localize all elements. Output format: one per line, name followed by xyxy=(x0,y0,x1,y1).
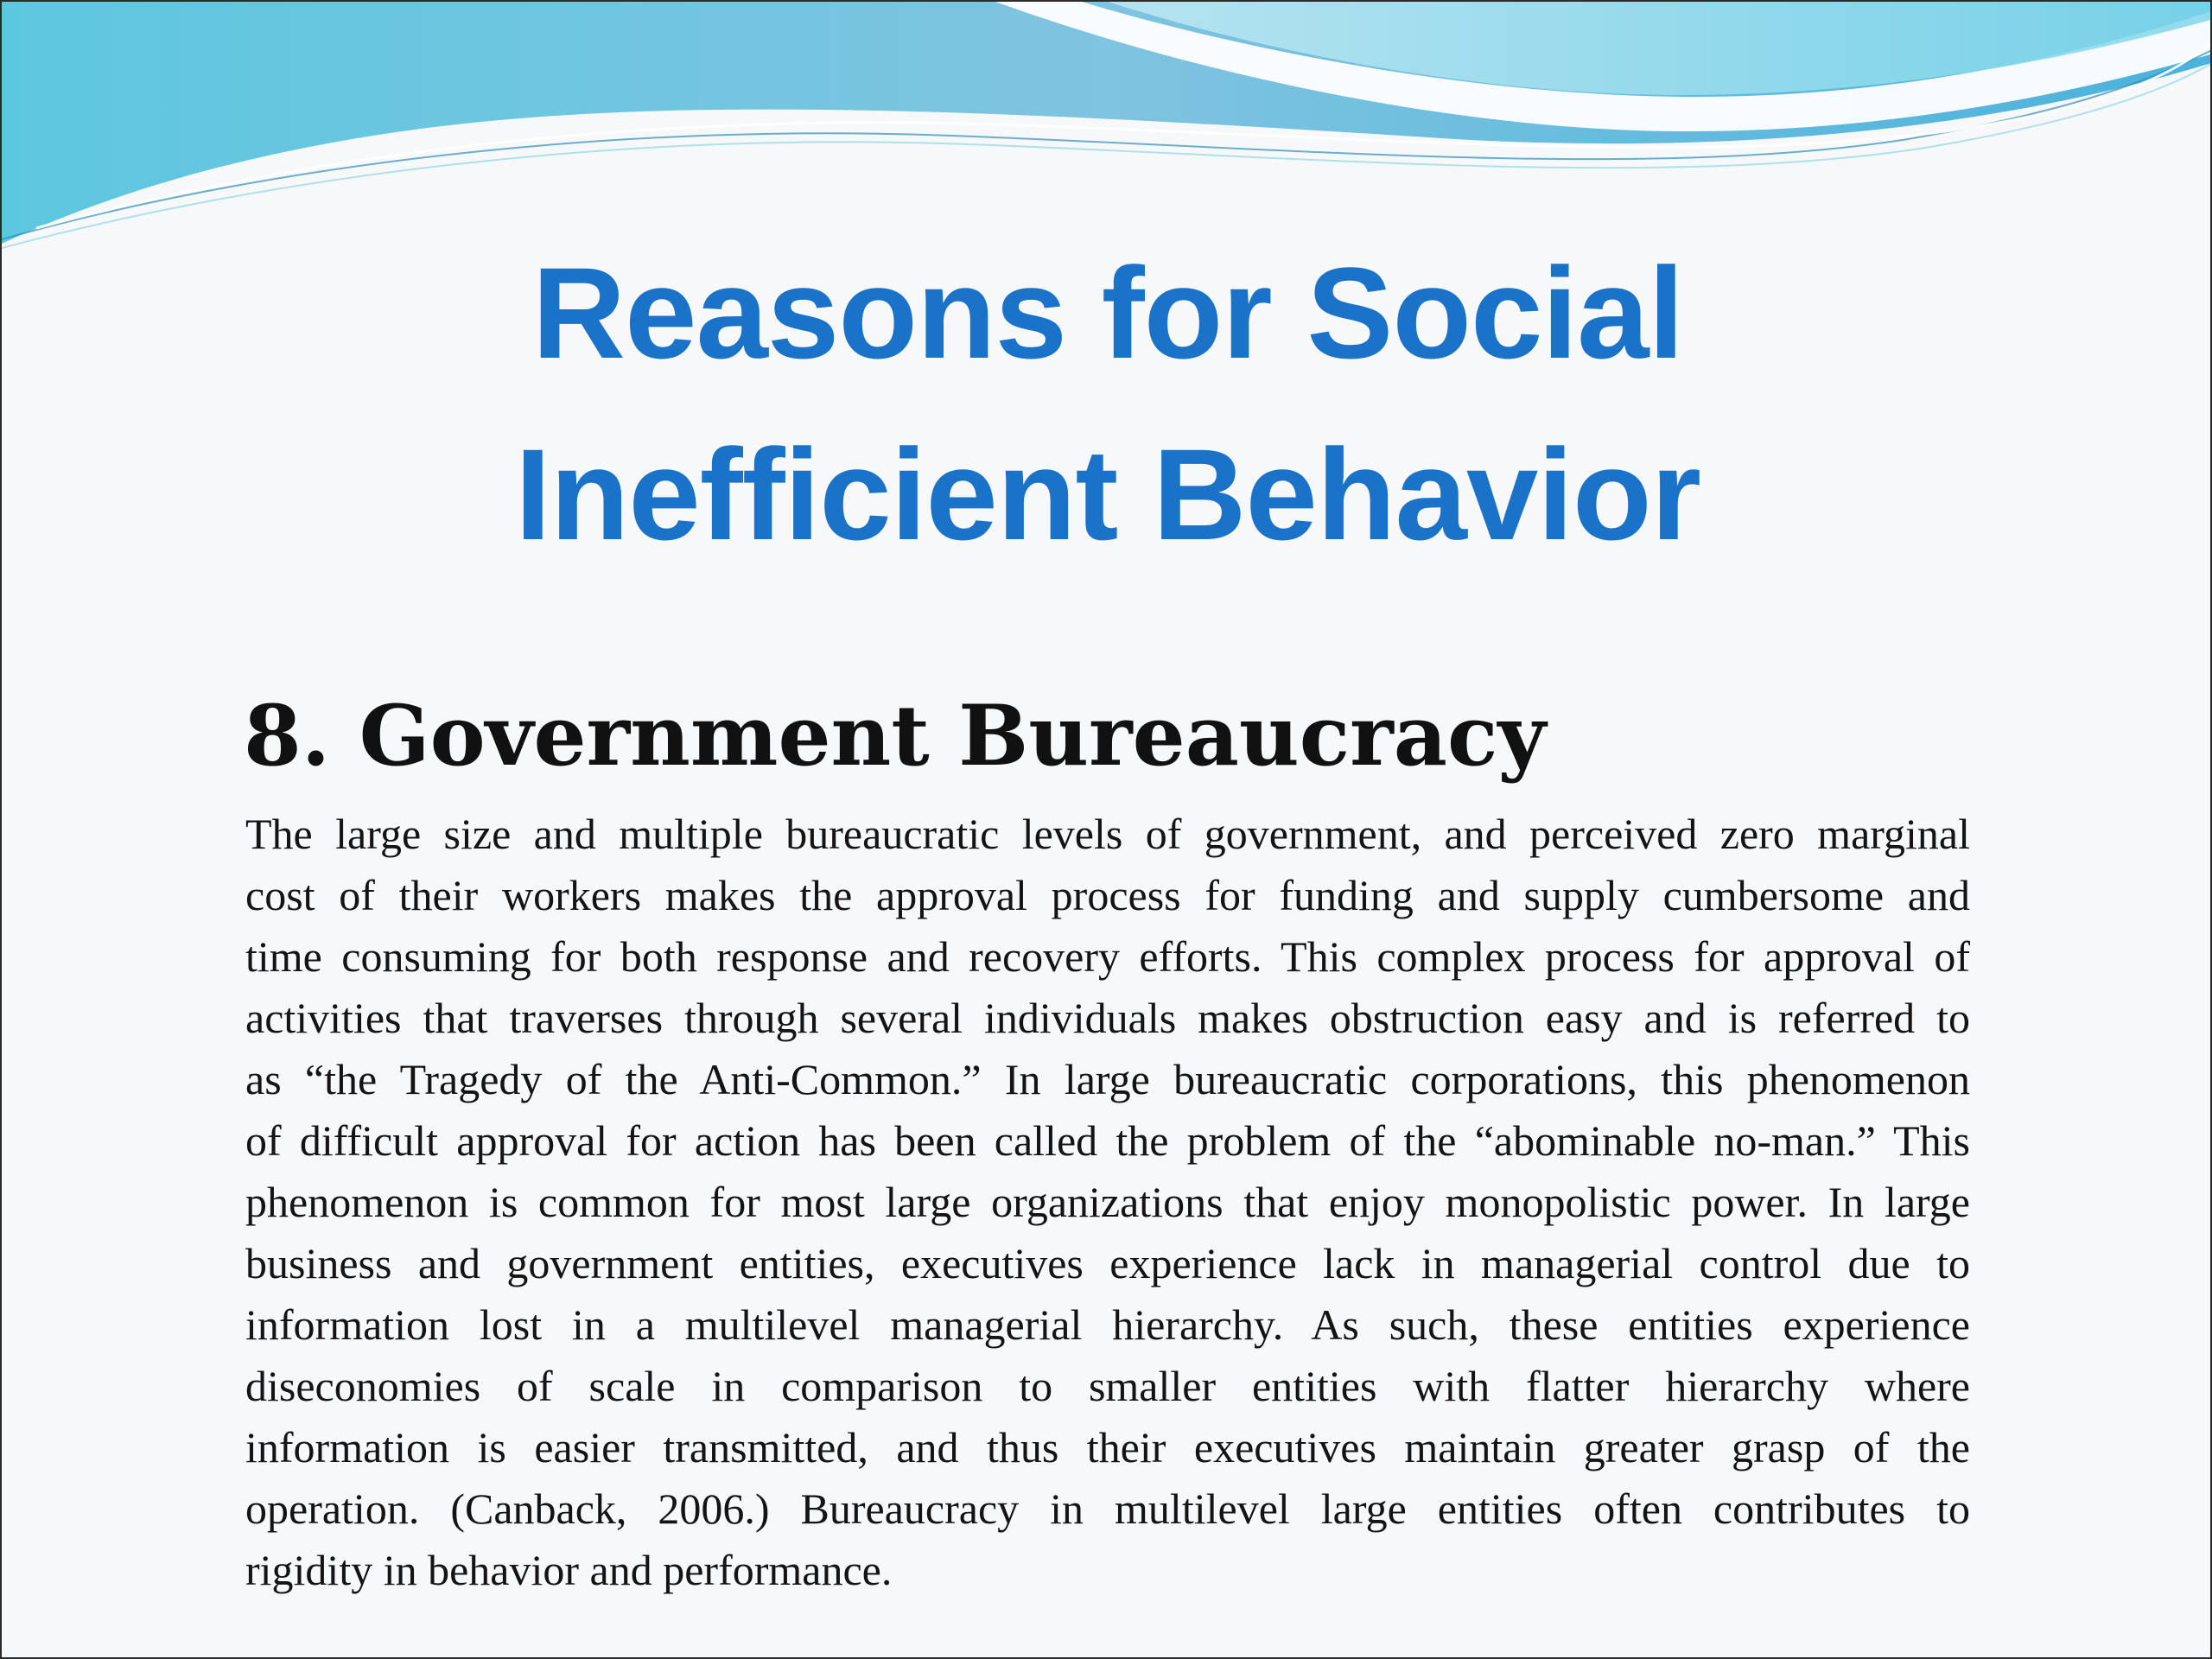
body-line: business and government entities, executives experience lack in managerial control due to xyxy=(245,1239,1970,1287)
body-paragraph xyxy=(245,804,1970,1601)
body-line: activities that traverses through several individuals makes obstruction easy and is referred to xyxy=(245,994,1970,1042)
slide-title xyxy=(2,222,2212,585)
body-line: rigidity in behavior and performance. xyxy=(245,1546,893,1594)
body-line: information lost in a multilevel managerial hierarchy. As such, these entities experience xyxy=(245,1300,1970,1349)
body-line: cost of their workers makes the approval process for funding and supply cumbersome and xyxy=(245,871,1970,919)
body-line: operation. (Canback, 2006.) Bureaucracy in multilevel large entities often contributes to xyxy=(245,1484,1970,1533)
body-line: time consuming for both response and recovery efforts. This complex process for approval of xyxy=(245,932,1970,981)
slide-title-line-2: Inefficient Behavior xyxy=(515,422,1700,567)
body-line: diseconomies of scale in comparison to smaller entities with flatter hierarchy where xyxy=(245,1362,1970,1410)
body-line: as “the Tragedy of the Anti-Common.” In large bureaucratic corporations, this phenomenon xyxy=(245,1055,1970,1103)
body-line: information is easier transmitted, and thus their executives maintain greater grasp of the xyxy=(245,1423,1970,1471)
body-line: of difficult approval for action has been called the problem of the “abominable no-man.” This xyxy=(245,1116,1970,1165)
slide-title-line-1: Reasons for Social xyxy=(531,240,1684,385)
body-line: phenomenon is common for most large organizations that enjoy monopolistic power. In large xyxy=(245,1178,1970,1226)
section-heading: 8. Government Bureaucracy xyxy=(244,687,1547,785)
body-line: The large size and multiple bureaucratic levels of government, and perceived zero marginal xyxy=(245,810,1970,858)
